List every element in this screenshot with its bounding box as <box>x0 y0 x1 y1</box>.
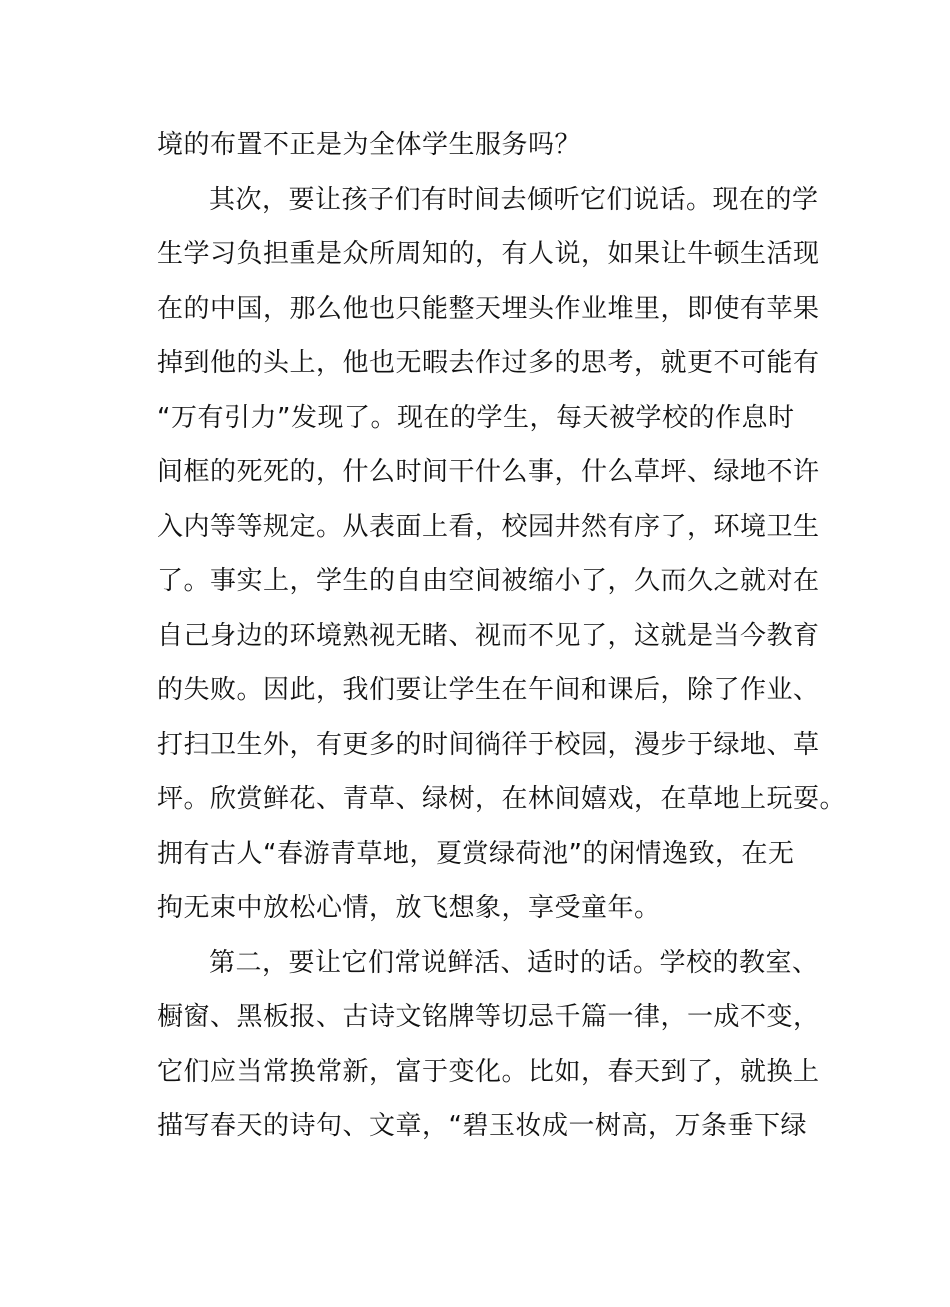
text-line: 拥有古人“春游青草地，夏赏绿荷池”的闲情逸致，在无 <box>157 838 795 869</box>
text-line: 橱窗、黑板报、古诗文铭牌等切忌千篇一律，一成不变， <box>157 1002 820 1032</box>
text-line: 它们应当常换常新，富于变化。比如，春天到了，就换上 <box>157 1056 820 1087</box>
text-line: 的失败。因此，我们要让学生在午间和课后，除了作业、 <box>157 675 820 705</box>
text-line: 间框的死死的，什么时间干什么事，什么草坪、绿地不许 <box>157 457 820 487</box>
text-line: 在的中国，那么他也只能整天埋头作业堆里，即使有苹果 <box>157 293 820 324</box>
text-line: 拘无束中放松心情，放飞想象，享受童年。 <box>157 893 661 923</box>
text-line: 境的布置不正是为全体学生服务吗？ <box>157 130 582 160</box>
text-line: 自己身边的环境熟视无睹、视而不见了，这就是当今教育 <box>157 620 820 651</box>
paragraph-start-line: 其次，要让孩子们有时间去倾听它们说话。现在的学 <box>209 184 819 215</box>
text-line: “万有引力”发现了。现在的学生，每天被学校的作息时 <box>157 402 795 433</box>
body-text <box>157 118 847 1154</box>
text-line: 坪。欣赏鲜花、青草、绿树，在林间嬉戏，在草地上玩耍。 <box>157 784 847 814</box>
text-line: 了。事实上，学生的自由空间被缩小了，久而久之就对在 <box>157 566 820 596</box>
text-line: 掉到他的头上，他也无暇去作过多的思考，就更不可能有 <box>157 348 820 378</box>
text-line: 描写春天的诗句、文章，“碧玉妆成一树高，万条垂下绿 <box>157 1111 807 1141</box>
text-line: 打扫卫生外，有更多的时间徜徉于校园，漫步于绿地、草 <box>157 729 820 760</box>
text-line: 入内等等规定。从表面上看，校园井然有序了，环境卫生 <box>157 511 820 542</box>
text-line: 生学习负担重是众所周知的，有人说，如果让牛顿生活现 <box>157 239 820 269</box>
paragraph-start-line: 第二，要让它们常说鲜活、适时的话。学校的教室、 <box>209 947 819 978</box>
